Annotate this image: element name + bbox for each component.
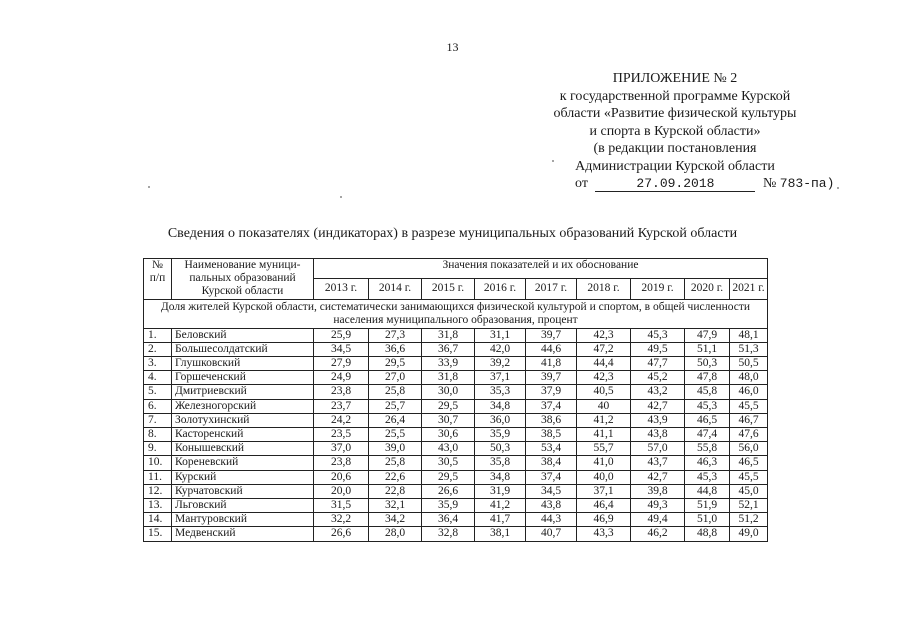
appendix-block [520,70,835,193]
indicator-value: 39,7 [526,371,577,385]
indicator-value: 46,2 [631,527,685,541]
indicator-value: 32,8 [422,527,475,541]
indicator-value: 48,8 [685,527,730,541]
row-number: 14. [144,513,172,527]
indicator-value: 43,9 [631,413,685,427]
indicator-value: 36,7 [422,342,475,356]
indicator-value: 46,7 [730,413,768,427]
indicator-value: 25,9 [314,328,369,342]
indicator-value: 45,5 [730,470,768,484]
indicator-value: 40,7 [526,527,577,541]
indicator-value: 25,8 [369,456,422,470]
indicator-value: 47,9 [685,328,730,342]
header-year: 2020 г. [685,279,730,299]
header-year: 2019 г. [631,279,685,299]
municipality-name: Дмитриевский [172,385,314,399]
indicator-value: 41,2 [475,499,526,513]
indicator-value: 37,9 [526,385,577,399]
appendix-line: (в редакции постановления [593,141,757,156]
indicators-table [143,258,768,542]
indicator-value: 49,5 [631,342,685,356]
indicator-value: 36,6 [369,342,422,356]
table-row [144,484,768,498]
indicator-value: 38,5 [526,428,577,442]
indicator-value: 25,8 [369,385,422,399]
row-number: 12. [144,484,172,498]
indicator-value: 41,0 [577,456,631,470]
indicator-value: 45,3 [685,399,730,413]
municipality-name: Большесолдатский [172,342,314,356]
resolution-number: 783-па) [779,176,835,191]
indicator-value: 39,8 [631,484,685,498]
indicator-value: 33,9 [422,357,475,371]
indicator-value: 31,8 [422,371,475,385]
indicator-value: 32,2 [314,513,369,527]
appendix-line: и спорта в Курской области» [589,123,761,139]
row-number: 13. [144,499,172,513]
appendix-line: Администрации Курской области [575,158,775,174]
indicator-value: 22,6 [369,470,422,484]
date-prefix: от [575,176,588,191]
scan-dot [340,196,342,198]
indicator-value: 35,8 [475,456,526,470]
indicator-value: 30,6 [422,428,475,442]
indicator-value: 34,5 [526,484,577,498]
indicator-value: 50,5 [730,357,768,371]
table-heading: Сведения о показателях (индикаторах) в разрезе муниципальных образований Курской области [167,226,738,241]
appendix-title: ПРИЛОЖЕНИЕ № 2 [612,71,738,86]
indicator-value: 45,5 [730,399,768,413]
indicator-value: 46,3 [685,456,730,470]
table-row [144,371,768,385]
header-values-group: Значения показателей и их обоснование [314,259,768,279]
indicator-value: 32,1 [369,499,422,513]
indicator-value: 37,4 [526,470,577,484]
row-number: 15. [144,527,172,541]
indicator-value: 43,8 [526,499,577,513]
indicator-value: 23,7 [314,399,369,413]
indicator-value: 30,7 [422,413,475,427]
indicator-value: 39,2 [475,357,526,371]
indicator-value: 45,0 [730,484,768,498]
indicator-value: 41,7 [475,513,526,527]
indicator-value: 42,3 [577,328,631,342]
indicator-value: 25,7 [369,399,422,413]
municipality-name: Мантуровский [172,513,314,527]
indicator-value: 37,1 [475,371,526,385]
indicator-value: 41,2 [577,413,631,427]
indicator-value: 31,9 [475,484,526,498]
indicator-value: 48,1 [730,328,768,342]
indicator-value: 44,3 [526,513,577,527]
indicator-value: 39,0 [369,442,422,456]
indicator-value: 46,5 [730,456,768,470]
indicator-value: 37,0 [314,442,369,456]
row-number: 3. [144,357,172,371]
indicator-value: 44,8 [685,484,730,498]
municipality-name: Золотухинский [172,413,314,427]
indicator-value: 50,3 [475,442,526,456]
indicator-value: 43,2 [631,385,685,399]
municipality-name: Курский [172,470,314,484]
table-row [144,513,768,527]
indicator-value: 29,5 [369,357,422,371]
indicator-value: 45,3 [631,328,685,342]
indicator-value: 31,8 [422,328,475,342]
header-num: № п/п [144,259,172,300]
table-row [144,456,768,470]
indicator-value: 42,3 [577,371,631,385]
table-row [144,342,768,356]
header-year: 2015 г. [422,279,475,299]
indicator-value: 47,6 [730,428,768,442]
section-title: Доля жителей Курской области, систематически занимающихся физической культурой и спортом, в общей численности населения муниципального образования, процент [144,299,768,328]
municipality-name: Конышевский [172,442,314,456]
scan-dot [837,187,839,189]
indicator-value: 24,2 [314,413,369,427]
municipality-name: Курчатовский [172,484,314,498]
indicator-value: 52,1 [730,499,768,513]
indicator-value: 46,0 [730,385,768,399]
row-number: 2. [144,342,172,356]
indicator-value: 49,0 [730,527,768,541]
indicator-value: 49,3 [631,499,685,513]
scan-dot [552,160,554,162]
header-year: 2018 г. [577,279,631,299]
indicator-value: 45,2 [631,371,685,385]
indicator-value: 42,0 [475,342,526,356]
scan-dot [148,186,150,188]
indicator-value: 43,0 [422,442,475,456]
indicator-value: 35,9 [422,499,475,513]
indicator-value: 26,4 [369,413,422,427]
indicator-value: 27,0 [369,371,422,385]
indicator-value: 47,7 [631,357,685,371]
indicator-value: 45,3 [685,470,730,484]
header-year: 2016 г. [475,279,526,299]
table-row [144,385,768,399]
indicator-value: 20,0 [314,484,369,498]
indicator-value: 36,4 [422,513,475,527]
indicator-value: 31,1 [475,328,526,342]
municipality-name: Медвенский [172,527,314,541]
indicator-value: 29,5 [422,399,475,413]
table-row [144,527,768,541]
row-number: 6. [144,399,172,413]
indicator-value: 34,8 [475,399,526,413]
indicator-value: 20,6 [314,470,369,484]
indicator-value: 42,7 [631,470,685,484]
header-name: Наименование муници-пальных образований Курской области [172,259,314,300]
indicator-value: 30,0 [422,385,475,399]
indicator-value: 23,8 [314,385,369,399]
indicator-value: 38,6 [526,413,577,427]
indicator-value: 46,4 [577,499,631,513]
indicator-value: 36,0 [475,413,526,427]
appendix-line: к государственной программе Курской [559,88,791,104]
indicator-value: 41,1 [577,428,631,442]
header-year: 2021 г. [730,279,768,299]
row-number: 1. [144,328,172,342]
indicator-value: 49,4 [631,513,685,527]
row-number: 7. [144,413,172,427]
indicator-value: 40 [577,399,631,413]
header-year: 2013 г. [314,279,369,299]
indicator-value: 28,0 [369,527,422,541]
indicator-value: 37,4 [526,399,577,413]
indicator-value: 43,3 [577,527,631,541]
table-row [144,428,768,442]
indicator-value: 46,9 [577,513,631,527]
indicator-value: 22,8 [369,484,422,498]
indicator-value: 38,4 [526,456,577,470]
municipality-name: Касторенский [172,428,314,442]
indicator-value: 26,6 [314,527,369,541]
header-year: 2017 г. [526,279,577,299]
table-row [144,470,768,484]
indicator-value: 51,1 [685,342,730,356]
indicator-value: 51,0 [685,513,730,527]
section-row [144,299,768,328]
indicator-value: 25,5 [369,428,422,442]
indicator-value: 41,8 [526,357,577,371]
indicator-value: 51,9 [685,499,730,513]
indicator-value: 56,0 [730,442,768,456]
indicator-value: 47,2 [577,342,631,356]
indicator-value: 47,8 [685,371,730,385]
indicator-value: 43,8 [631,428,685,442]
number-prefix: № [762,176,777,191]
row-number: 8. [144,428,172,442]
resolution-date: 27.09.2018 [595,177,755,192]
table-row [144,357,768,371]
indicator-value: 55,7 [577,442,631,456]
row-number: 11. [144,470,172,484]
indicator-value: 34,5 [314,342,369,356]
indicator-value: 27,3 [369,328,422,342]
indicator-value: 51,2 [730,513,768,527]
indicator-value: 26,6 [422,484,475,498]
table-row [144,328,768,342]
indicator-value: 50,3 [685,357,730,371]
indicator-value: 35,3 [475,385,526,399]
indicator-value: 29,5 [422,470,475,484]
table-row [144,399,768,413]
indicator-value: 37,1 [577,484,631,498]
municipality-name: Глушковский [172,357,314,371]
indicator-value: 44,4 [577,357,631,371]
resolution-date-line [520,175,835,193]
indicator-value: 40,0 [577,470,631,484]
row-number: 5. [144,385,172,399]
municipality-name: Беловский [172,328,314,342]
indicator-value: 39,7 [526,328,577,342]
indicator-value: 51,3 [730,342,768,356]
indicator-value: 53,4 [526,442,577,456]
indicator-value: 30,5 [422,456,475,470]
indicator-value: 35,9 [475,428,526,442]
municipality-name: Льговский [172,499,314,513]
indicator-value: 55,8 [685,442,730,456]
indicator-value: 34,8 [475,470,526,484]
indicator-value: 48,0 [730,371,768,385]
indicator-value: 27,9 [314,357,369,371]
indicator-value: 40,5 [577,385,631,399]
row-number: 4. [144,371,172,385]
indicator-value: 45,8 [685,385,730,399]
municipality-name: Кореневский [172,456,314,470]
table-row [144,442,768,456]
table-body [144,299,768,541]
indicator-value: 23,5 [314,428,369,442]
page-number: 13 [446,40,459,54]
indicator-value: 43,7 [631,456,685,470]
indicator-value: 24,9 [314,371,369,385]
row-number: 10. [144,456,172,470]
header-year: 2014 г. [369,279,422,299]
table-row [144,499,768,513]
indicator-value: 47,4 [685,428,730,442]
row-number: 9. [144,442,172,456]
municipality-name: Горшеченский [172,371,314,385]
indicator-value: 46,5 [685,413,730,427]
indicator-value: 34,2 [369,513,422,527]
indicator-value: 44,6 [526,342,577,356]
indicator-value: 38,1 [475,527,526,541]
indicator-value: 57,0 [631,442,685,456]
appendix-line: области «Развитие физической культуры [553,106,797,121]
indicator-value: 31,5 [314,499,369,513]
table-row [144,413,768,427]
indicator-value: 23,8 [314,456,369,470]
municipality-name: Железногорский [172,399,314,413]
indicator-value: 42,7 [631,399,685,413]
